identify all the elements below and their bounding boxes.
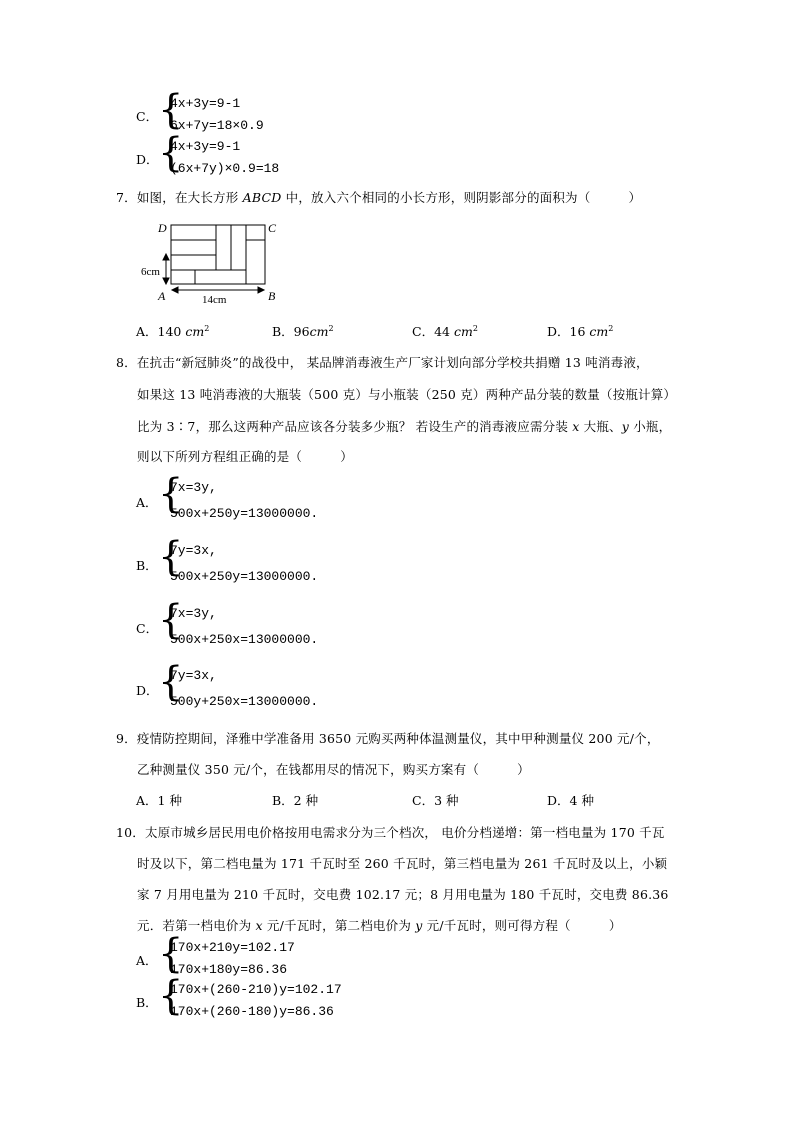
- brace-icon: {: [158, 130, 184, 176]
- q9-option-c: C．3 种: [412, 793, 459, 808]
- q7-option-c: [412, 322, 478, 340]
- q7-b-value: B．96: [272, 324, 310, 339]
- q7-stem: [116, 188, 641, 206]
- q10-var-x: x: [255, 918, 263, 933]
- q8-d-eq1: 7y=3x,: [170, 668, 217, 683]
- q8-line-3: [137, 417, 671, 435]
- q7-figure: [138, 216, 288, 308]
- q8-option-d-label: D．: [136, 683, 159, 698]
- brace-icon: {: [158, 87, 184, 133]
- q9-option-b: B．2 种: [272, 793, 319, 808]
- q8-var-y: y: [621, 419, 630, 434]
- q8-option-a-label: A．: [136, 495, 158, 510]
- q7-d-unit: cm: [589, 324, 609, 339]
- q8-var-x: x: [572, 419, 580, 434]
- q7-option-b: [272, 322, 334, 340]
- brace-icon: {: [158, 534, 184, 580]
- label-height: 6cm: [141, 266, 160, 278]
- q8-d-eq2: 500y+250x=13000000.: [170, 694, 319, 709]
- q10-line-1: 10．太原市城乡居民用电价格按用电需求分为三个档次， 电价分档递增：第一档电量为 170 千瓦: [116, 825, 665, 840]
- label-c: C: [268, 221, 277, 235]
- q6-c-eq2: 6x+7y=18×0.9: [170, 118, 264, 133]
- q7-b-exp: 2: [328, 323, 334, 333]
- q7-c-value: C．44: [412, 324, 454, 339]
- q6-option-c-label: C．: [136, 109, 159, 124]
- brace-icon: {: [158, 931, 184, 977]
- q8-line-2: 如果这 13 吨消毒液的大瓶装（500 克）与小瓶装（250 克）两种产品分装的数量（按瓶计算）: [137, 387, 677, 402]
- q9-line-1: 9．疫情防控期间，泽雅中学准备用 3650 元购买两种体温测量仪，其中甲种测量仪 200 元/个，: [116, 731, 660, 746]
- q10-line-4-pre: 元．若第一档电价为: [137, 918, 256, 933]
- q10-b-eq1: 170x+(260-210)y=102.17: [170, 982, 342, 997]
- q8-option-c-label: C．: [136, 621, 159, 636]
- q10-option-b-label: B．: [136, 995, 158, 1010]
- q10-a-eq2: 170x+180y=86.36: [170, 962, 288, 977]
- q7-option-a: [136, 322, 209, 340]
- q8-a-eq2: 500x+250y=13000000.: [170, 506, 319, 521]
- q7-stem-abcd: ABCD: [242, 190, 282, 205]
- label-b: B: [268, 289, 276, 303]
- q7-d-value: D．16: [547, 324, 590, 339]
- brace-icon: {: [158, 471, 184, 517]
- q8-b-eq2: 500x+250y=13000000.: [170, 569, 319, 584]
- q9-option-d: D．4 种: [547, 793, 594, 808]
- q7-stem-suffix: 中，放入六个相同的小长方形，则阴影部分的面积为（ ）: [281, 190, 642, 205]
- q7-d-exp: 2: [608, 323, 614, 333]
- q8-line-3-mid: 大瓶、: [579, 419, 622, 434]
- brace-icon: {: [158, 659, 184, 705]
- q10-a-eq1: 170x+210y=102.17: [170, 940, 295, 955]
- q10-line-4-mid: 元/千瓦时，第二档电价为: [262, 918, 416, 933]
- q10-option-a-label: A．: [136, 953, 158, 968]
- q10-line-4-suf: 元/千瓦时，则可得方程（ ）: [422, 918, 622, 933]
- q8-line-3-pre: 比为 3∶7，那么这两种产品应该各分装多少瓶？ 若设生产的消毒液应需分装: [137, 419, 573, 434]
- q8-c-eq2: 500x+250x=13000000.: [170, 632, 319, 647]
- q10-var-y: y: [415, 918, 423, 933]
- q7-a-value: A．140: [136, 324, 186, 339]
- q8-option-b-label: B．: [136, 558, 158, 573]
- arrow-head-icon: [172, 287, 178, 293]
- q10-line-3: 家 7 月用电量为 210 千瓦时，交电费 102.17 元；8 月用电量为 180 千瓦时，交电费 86.36: [137, 887, 669, 902]
- q8-a-eq1: 7x=3y,: [170, 480, 217, 495]
- q7-c-unit: cm: [453, 324, 473, 339]
- q7-a-unit: cm: [185, 324, 205, 339]
- q9-line-2: 乙种测量仪 350 元/个，在钱都用尽的情况下，购买方案有（ ）: [137, 762, 530, 777]
- arrow-head-icon: [258, 287, 264, 293]
- label-a: A: [158, 289, 166, 303]
- label-d: D: [158, 221, 167, 235]
- q8-line-4: 则以下所列方程组正确的是（ ）: [137, 449, 353, 464]
- q7-c-exp: 2: [472, 323, 478, 333]
- q6-d-eq2: (6x+7y)×0.9=18: [170, 161, 280, 176]
- q6-d-eq1: 4x+3y=9-1: [170, 139, 241, 154]
- q8-b-eq1: 7y=3x,: [170, 543, 217, 558]
- brace-icon: {: [158, 597, 184, 643]
- q6-c-eq1: 4x+3y=9-1: [170, 96, 241, 111]
- brace-icon: {: [158, 973, 184, 1019]
- q7-b-unit: cm: [309, 324, 329, 339]
- arrow-head-icon: [163, 278, 169, 284]
- q8-line-1: 8．在抗击“新冠肺炎”的战役中， 某品牌消毒液生产厂家计划向部分学校共捐赠 13 吨消毒液，: [116, 355, 649, 370]
- q7-a-exp: 2: [204, 323, 210, 333]
- q7-option-d: [547, 322, 613, 340]
- q10-line-4: [137, 916, 622, 934]
- arrow-head-icon: [163, 254, 169, 260]
- q10-b-eq2: 170x+(260-180)y=86.36: [170, 1004, 334, 1019]
- q8-c-eq1: 7x=3y,: [170, 606, 217, 621]
- q10-line-2: 时及以下，第二档电量为 171 千瓦时至 260 千瓦时，第三档电量为 261 千瓦时及以上，小颖: [137, 856, 668, 871]
- q6-option-d-label: D．: [136, 152, 159, 167]
- label-width: 14cm: [202, 294, 227, 306]
- q8-line-3-suf: 小瓶，: [629, 419, 672, 434]
- q9-option-a: A．1 种: [136, 793, 182, 808]
- q7-stem-prefix: 7．如图，在大长方形: [116, 190, 243, 205]
